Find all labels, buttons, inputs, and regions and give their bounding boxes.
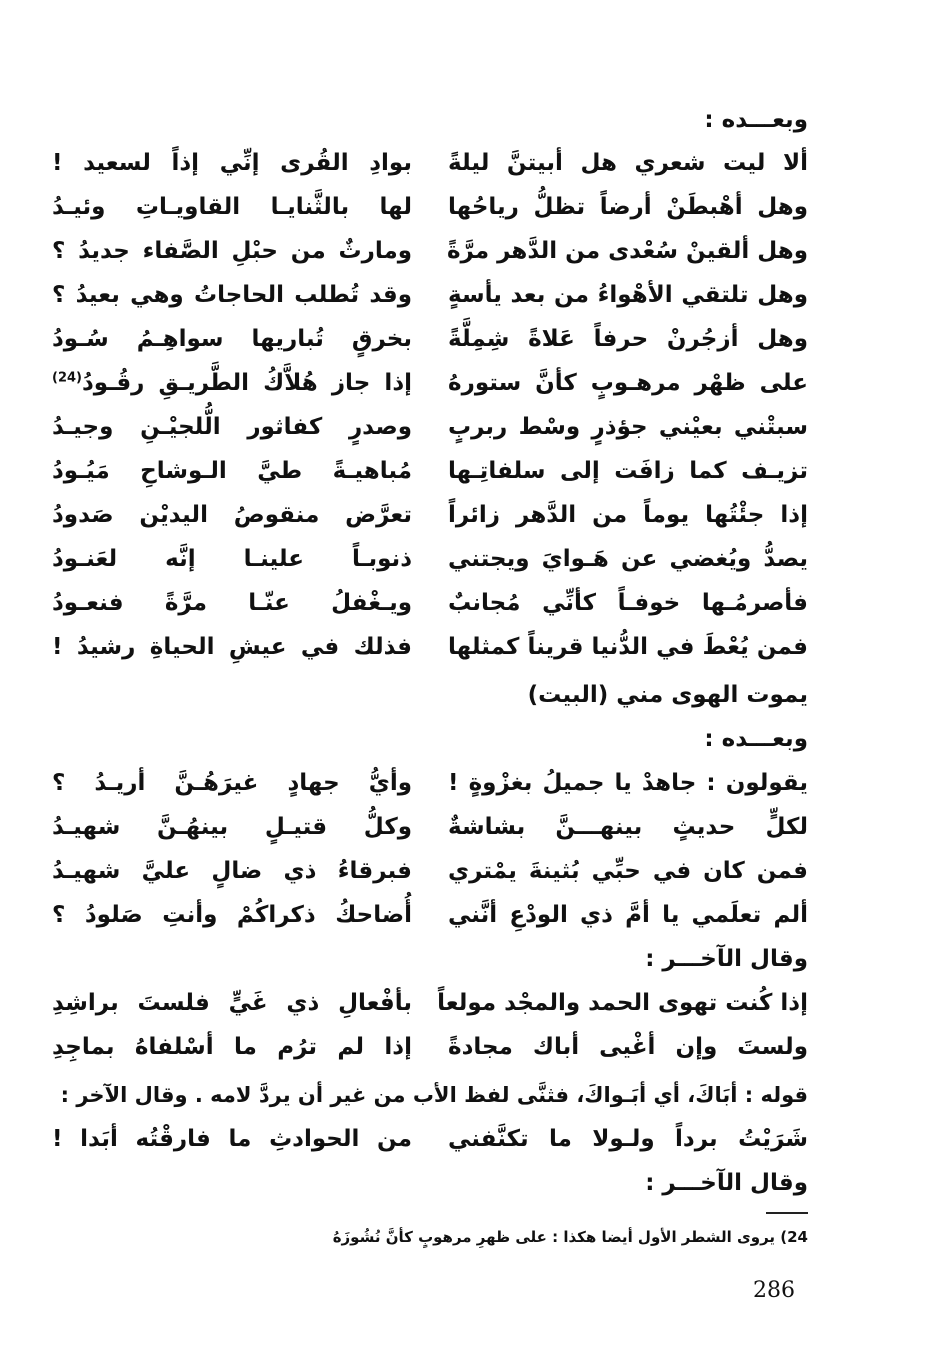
verse-left: إذا لم ترُم ما أسْلفاهُ بماجِدِ [52, 1034, 412, 1060]
verse-right: تزيـف كما زافَت إلى سلفاتِـها [448, 458, 808, 484]
verse-right: لكلٍّ حديثٍ بينهـــنَّ بشاشةٌ [448, 814, 808, 840]
verse-right: إذا كُنت تهوى الحمد والمجْد مولعاً [437, 990, 808, 1016]
footnote-text: 24) يروى الشطر الأول أيضا هكذا : على ظهرِ مرهوبٍ كأنَّ نُشُوزَهُ [332, 1228, 808, 1246]
verse-left: ويـغْفلُ عنّـا مرَّةً فنعـودُ [52, 590, 412, 616]
verse-right: على ظهْر مرهـوبٍ كأنَّ ستورهُ [448, 370, 808, 396]
verse-right: وهل ألقينْ سُعْدى من الدَّهر مرَّةً [446, 238, 808, 264]
verse-right: ولستَ وإن أغْيى أباك مجادةً [448, 1034, 808, 1060]
verse-left: وقد تُطلب الحاجاتُ وهي بعيدُ ؟ [52, 282, 412, 308]
section-heading: وبعـــده : [704, 726, 808, 752]
verse-left: إذا جاز هُلاَّكُ الطَّريـقِ رقُـودُ [82, 370, 412, 396]
verse-left: لها بالثَّنايـا القاويـاتِ وئيـدُ [52, 194, 412, 220]
verse-left: فبرقاءُ ذي ضالٍ عليَّ شهيـدُ [52, 858, 412, 884]
section-heading: وقال الآخـــر : [645, 946, 808, 972]
verse-right: ألم تعلَمي يا أمَّ ذي الودْعِ أنَّني [448, 902, 808, 928]
page-number: 286 [753, 1278, 795, 1303]
verse-right: يصدُّ ويُغضي عن هَـوايَ ويجتني [448, 546, 808, 572]
verse-right: فمن يُعْطَ في الدُّنيا قريناً كمثلها [448, 634, 808, 660]
verse-right: وهل أهْبطَنْ أرضاً تظلُّ رياحُها [448, 194, 808, 220]
verse-left: من الحوادثِ ما فارقْتُه أبَدا ! [52, 1126, 412, 1152]
verse-left: تعرَّض منقوصُ اليديْن صَدودُ [52, 502, 412, 528]
verse-right: يقولون : جاهدْ يا جميلُ بغزْوةٍ ! [448, 770, 808, 796]
verse-right: سبتْني بعيْني جؤذرٍ وسْط ربربٍ [448, 414, 808, 440]
verse-left: بخرقٍ تُباريها سواهِـمُ سُـودُ [52, 326, 412, 352]
verse-left: ذنوبـاً علينـا إنَّه لعَنـودُ [52, 546, 412, 572]
verse-right: وهل أزجُرنْ حرفاً عَلاةً شِمِلَّةً [448, 326, 808, 352]
verse-left: ومارثٌ من حبْلِ الصَّفاء جديدُ ؟ [52, 238, 412, 264]
verse-left: بوادِ القُرى إنِّي إذاً لسعيد ! [52, 150, 412, 176]
verse-left: أُضاحكُ ذكراكُمْ وأنتِ صَلودُ ؟ [52, 902, 412, 928]
verse-right: فأصرمُـها خوفـاً كأنِّي مُجانبٌ [448, 590, 808, 616]
footnote-divider [766, 1212, 808, 1214]
verse-left: فذلك في عيشِ الحياةِ رشيدُ ! [52, 634, 412, 660]
section-heading: وقال الآخـــر : [645, 1170, 808, 1196]
verse-right: فمن كان في حبِّي بُثينةَ يمْتري [448, 858, 808, 884]
verse-left: مُباهيـةً طيَّ الـوشاحِ مَيُـودُ [52, 458, 412, 484]
verse-left: وأيُّ جهادٍ غيرَهُـنَّ أريـدُ ؟ [52, 770, 412, 796]
verse-left: وكلُّ قتيـلٍ بينهُـنَّ شهيـدُ [52, 814, 412, 840]
prose-line: يموت الهوى مني (البيت) [527, 682, 808, 708]
section-heading: وبعـــده : [704, 107, 808, 133]
verse-left: بأفْعالِ ذي غَيٍّ فلستَ براشِدِ [52, 990, 412, 1016]
verse-left: وصدرٍ كفاثور الُّلجيْـنِ وجيـدُ [52, 414, 412, 440]
verse-right: ألا ليت شعري هل أبيتنَّ ليلةً [448, 150, 808, 176]
verse-left-with-footnote [52, 366, 412, 400]
footnote-marker: (24) [52, 370, 82, 386]
prose-line: قوله : أبَاكَ، أي أبَـواكَ، فثنَّى لفظ الأب من غير أن يردَّ لامه . وقال الآخر : [60, 1083, 808, 1107]
verse-right: وهل تلتقي الأهْواءُ من بعد يأسةٍ [448, 282, 808, 308]
verse-right: شَرَيْتُ برداً ولـولا ما تكنَّفني [448, 1126, 808, 1152]
verse-right: إذا جئْتُها يوماً من الدَّهر زائراً [448, 502, 808, 528]
